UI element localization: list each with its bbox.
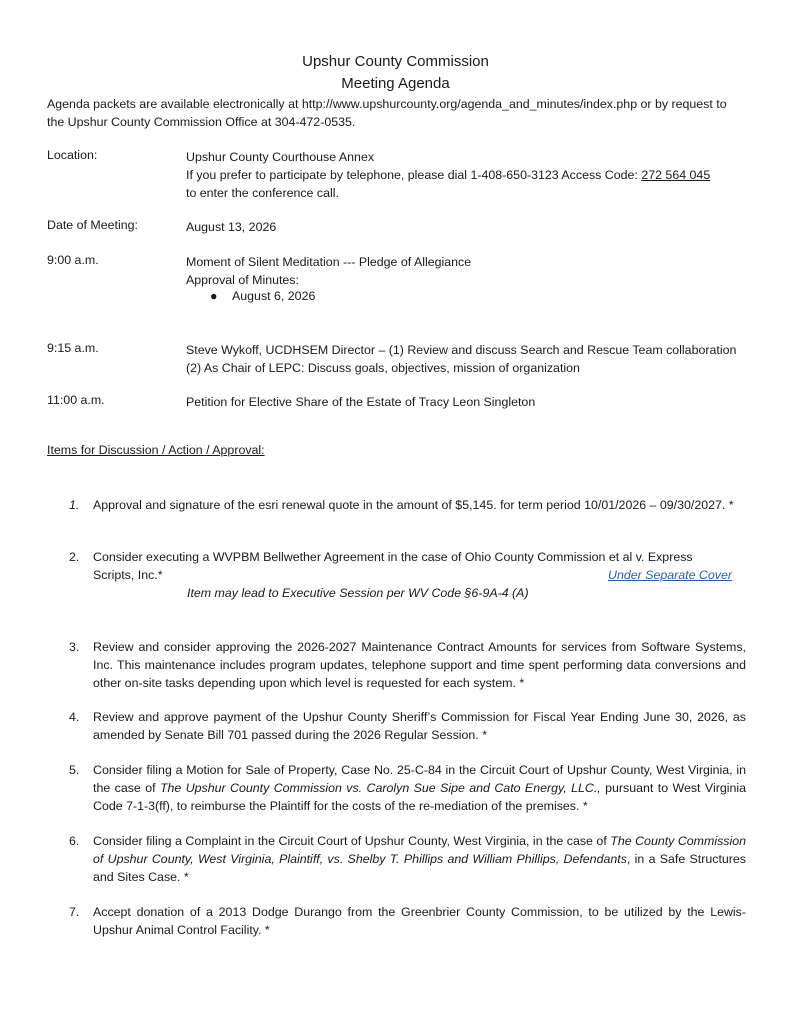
intro-paragraph: Agenda packets are available electronically at http://www.upshurcounty.org/agenda_and_minutes/index.php or by request to the Upshur County Commission Office at 304-472-0535. xyxy=(47,97,727,129)
item-text xyxy=(93,761,746,815)
under-separate-cover-link[interactable]: Under Separate Cover xyxy=(608,568,732,582)
item-5-post: pursuant to West Virginia Code 7-1-3(ff), to reimburse the Plaintiff for the costs of the re-mediation of the premises. * xyxy=(93,781,747,813)
item-5-pre: Consider filing a Motion for Sale of Property, Case No. 25-C-84 in the Circuit Court of Upshur County, West Virginia, in the case of xyxy=(93,763,746,795)
item-number: 4. xyxy=(69,710,80,724)
item-number: 3. xyxy=(69,640,80,654)
time-900-content xyxy=(186,253,746,289)
item-6-case: The County Commission of Upshur County, West Virginia, Plaintiff, vs. Shelby T. Phillips and William Phillips, Defendants xyxy=(93,834,747,866)
time-1100-content: Petition for Elective Share of the Estate of Tracy Leon Singleton xyxy=(186,395,536,409)
item-2-line-1: Consider executing a WVPBM Bellwether Agreement in the case of Ohio County Commission et al v. Express xyxy=(93,550,693,564)
executive-session-note: Item may lead to Executive Session per WV Code §6-9A-4 (A) xyxy=(187,586,529,600)
meditation-line: Moment of Silent Meditation --- Pledge of Allegiance xyxy=(186,255,472,269)
item-number: 5. xyxy=(69,763,80,777)
minutes-date: August 6, 2026 xyxy=(232,289,316,303)
item-2-scripts: Scripts, Inc.* xyxy=(93,568,163,582)
item-5-case: The Upshur County Commission vs. Carolyn Sue Sipe and Cato Energy, LLC., xyxy=(159,781,601,795)
title-agenda: Meeting Agenda xyxy=(341,75,450,92)
item-2-line-2 xyxy=(93,566,746,584)
location-value xyxy=(186,148,746,202)
item-number: 2. xyxy=(69,550,80,564)
item-text: Review and consider approving the 2026-2027 Maintenance Contract Amounts for services from Software Systems, Inc. This maintenance includes program updates, telephone support and time spent performing data conversions and other on-site tasks depending upon which level is requested for each system. * xyxy=(93,640,746,690)
phone-text-2: to enter the conference call. xyxy=(186,186,339,200)
item-text: Review and approve payment of the Upshur County Sheriff’s Commission for Fiscal Year Ending June 30, 2026, as amended by Senate Bill 701 passed during the 2026 Regular Session. * xyxy=(93,710,746,742)
title-commission: Upshur County Commission xyxy=(302,53,489,70)
location-place: Upshur County Courthouse Annex xyxy=(186,150,375,164)
access-code-link[interactable]: 272 564 045 xyxy=(641,168,711,182)
time-1100-label: 11:00 a.m. xyxy=(47,393,105,407)
approval-minutes-line: Approval of Minutes: xyxy=(186,273,299,287)
section-heading: Items for Discussion / Action / Approval: xyxy=(47,443,265,457)
time-915-content: Steve Wykoff, UCDHSEM Director – (1) Review and discuss Search and Rescue Team collaboration (2) As Chair of LEPC: Discuss goals, objectives, mission of organization xyxy=(186,343,737,375)
phone-line xyxy=(186,166,746,184)
minutes-bullet xyxy=(210,289,315,303)
date-label: Date of Meeting: xyxy=(47,218,138,232)
item-text xyxy=(93,832,746,886)
location-label: Location: xyxy=(47,148,98,162)
bullet-icon: ● xyxy=(210,289,218,303)
item-6-pre: Consider filing a Complaint in the Circuit Court of Upshur County, West Virginia, in the case of xyxy=(93,834,611,848)
phone-text: If you prefer to participate by telephone, please dial 1-408-650-3123 Access Code: xyxy=(186,168,638,182)
item-number: 1. xyxy=(69,498,80,512)
item-text xyxy=(93,548,746,602)
item-text: Accept donation of a 2013 Dodge Durango from the Greenbrier County Commission, to be utilized by the Lewis-Upshur Animal Control Facility. * xyxy=(93,905,746,937)
item-text: Approval and signature of the esri renewal quote in the amount of $5,145. for term period 10/01/2026 – 09/30/2027. * xyxy=(93,498,734,512)
item-number: 7. xyxy=(69,905,80,919)
time-915-label: 9:15 a.m. xyxy=(47,341,99,355)
item-number: 6. xyxy=(69,834,80,848)
item-6-post: , in a Safe Structures and Sites Case. * xyxy=(93,852,746,884)
date-value: August 13, 2026 xyxy=(186,220,277,234)
time-900-label: 9:00 a.m. xyxy=(47,253,99,267)
